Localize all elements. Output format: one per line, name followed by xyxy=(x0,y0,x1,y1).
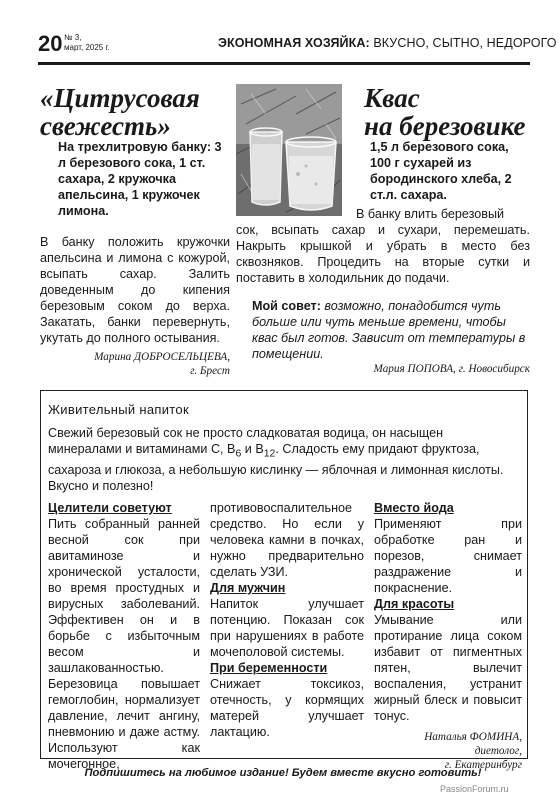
intro-part-b: и В xyxy=(241,442,264,456)
dietitian-city: г. Екатеринбург xyxy=(444,759,522,771)
issue-date: март, 2025 г. xyxy=(64,43,110,52)
left-article-title xyxy=(40,84,240,140)
dietitian-role: диетолог, xyxy=(474,745,522,757)
intro-sub-b12: 12 xyxy=(263,447,276,460)
right-body-rest: сок, всыпать сахар и сухари, перемешать. Накрыть крышкой и убрать в место без сквозняков. Процедить на вторые сутки и поставить в холодильник до подачи. xyxy=(236,223,530,285)
info-column-3 xyxy=(374,500,522,772)
advice-label: Мой совет: xyxy=(252,299,321,313)
section-beauty-title: Для красоты xyxy=(374,597,455,611)
advice xyxy=(252,298,530,362)
right-signature: Мария ПОПОВА, г. Новосибирск xyxy=(373,363,530,375)
left-signature xyxy=(40,350,230,378)
info-column-2 xyxy=(210,500,364,740)
right-article-title xyxy=(364,84,534,140)
dietitian-name: Наталья ФОМИНА, xyxy=(424,731,522,743)
intro-sub-b6: 6 xyxy=(235,447,242,460)
left-title-line1: «Цитрусовая xyxy=(40,83,200,113)
section-pregnancy-text: Снижает токсикоз, отечность, у кормящих матерей улучшает лактацию. xyxy=(210,677,364,739)
watermark: PassionForum.ru xyxy=(440,784,509,794)
left-signature-name: Марина ДОБРОСЕЛЬЦЕВА, xyxy=(94,351,230,363)
section-beauty-text: Умывание или протирание лица соком избавит от пигментных пятен, вылечит воспаления, устранит жирный блеск и повысит тонус. xyxy=(374,613,522,723)
section-iodine-text: Применяют при обработке ран и порезов, снимает раздражение и покраснение. xyxy=(374,517,522,595)
section-healers-text: Пить собранный ранней весной сок при авитаминозе и хронической усталости, во время простудных и вирусных заболеваний. Эффективен он и в борьбе с избыточным весом и зашлакованностью. Березовица повышает гемоглобин, нормализует давление, лечит ангину, пневмонию и даже астму. Используют как мочегонное, xyxy=(48,517,200,771)
footer-slogan: Подпишитесь на любимое издание! Будем вместе вкусно готовить! xyxy=(84,767,482,779)
right-ingredients: 1,5 л березового сока, 100 г сухарей из бородинского хлеба, 2 ст.л. сахара. xyxy=(370,140,512,202)
info-box-heading: Живительный напиток xyxy=(48,402,189,417)
left-title-line2: свежесть» xyxy=(40,111,171,141)
right-body xyxy=(236,206,530,286)
section-men-title: Для мужчин xyxy=(210,581,286,595)
left-body: В банку положить кружочки апельсина и лимона с кожурой, всыпать сахар. Залить доведенным до кипения березовым соком до верха. Закатать, банки перевернуть, укутать до полного остывания. xyxy=(40,235,230,345)
section-pregnancy-title: При беременности xyxy=(210,661,328,675)
magazine-title xyxy=(218,36,557,50)
magazine-name: ЭКОНОМНАЯ ХОЗЯЙКА: xyxy=(218,36,370,50)
birch-kvass-glasses-photo-icon xyxy=(236,84,342,216)
right-title-line1: Квас xyxy=(364,83,420,113)
left-signature-city: г. Брест xyxy=(190,365,230,377)
left-ingredients: На трехлитровую банку: 3 л березового сока, 1 ст. сахара, 2 кружочка апельсина, 1 кружочек лимона. xyxy=(58,140,222,218)
right-body-first: В банку влить березовый xyxy=(356,207,505,221)
magazine-tagline: ВКУСНО, СЫТНО, НЕДОРОГО xyxy=(369,36,557,50)
section-healers-cont: противовоспалительное средство. Но если у человека камни в почках, нужно предварительно сделать УЗИ. xyxy=(210,501,364,579)
dietitian-signature xyxy=(374,730,522,772)
issue-info xyxy=(64,33,110,53)
advice-text: возможно, понадобится чуть больше или чуть меньше времени, чтобы квас был готов. Зависит от температуры в помещении. xyxy=(252,299,526,361)
info-column-1 xyxy=(48,500,200,772)
intro-part-c: . Сладость ему придают фруктоза, сахароза и глюкоза, а небольшую кислинку — яблочная и лимонная кислоты. Вкусно и полезно! xyxy=(48,442,504,493)
header-rule xyxy=(38,62,530,65)
issue-number: № 3, xyxy=(64,33,82,42)
section-healers-title: Целители советуют xyxy=(48,501,172,515)
intro-part-a: Свежий березовый сок не просто сладковатая водица, он насыщен минералами и витаминами С, В xyxy=(48,426,444,456)
right-title-line2: на березовике xyxy=(364,111,526,141)
section-men-text: Напиток улучшает потенцию. Показан сок при нарушениях в работе мочеполовой системы. xyxy=(210,597,364,659)
section-iodine-title: Вместо йода xyxy=(374,501,454,515)
info-box-intro xyxy=(48,425,518,494)
page-number: 20 xyxy=(38,31,63,56)
